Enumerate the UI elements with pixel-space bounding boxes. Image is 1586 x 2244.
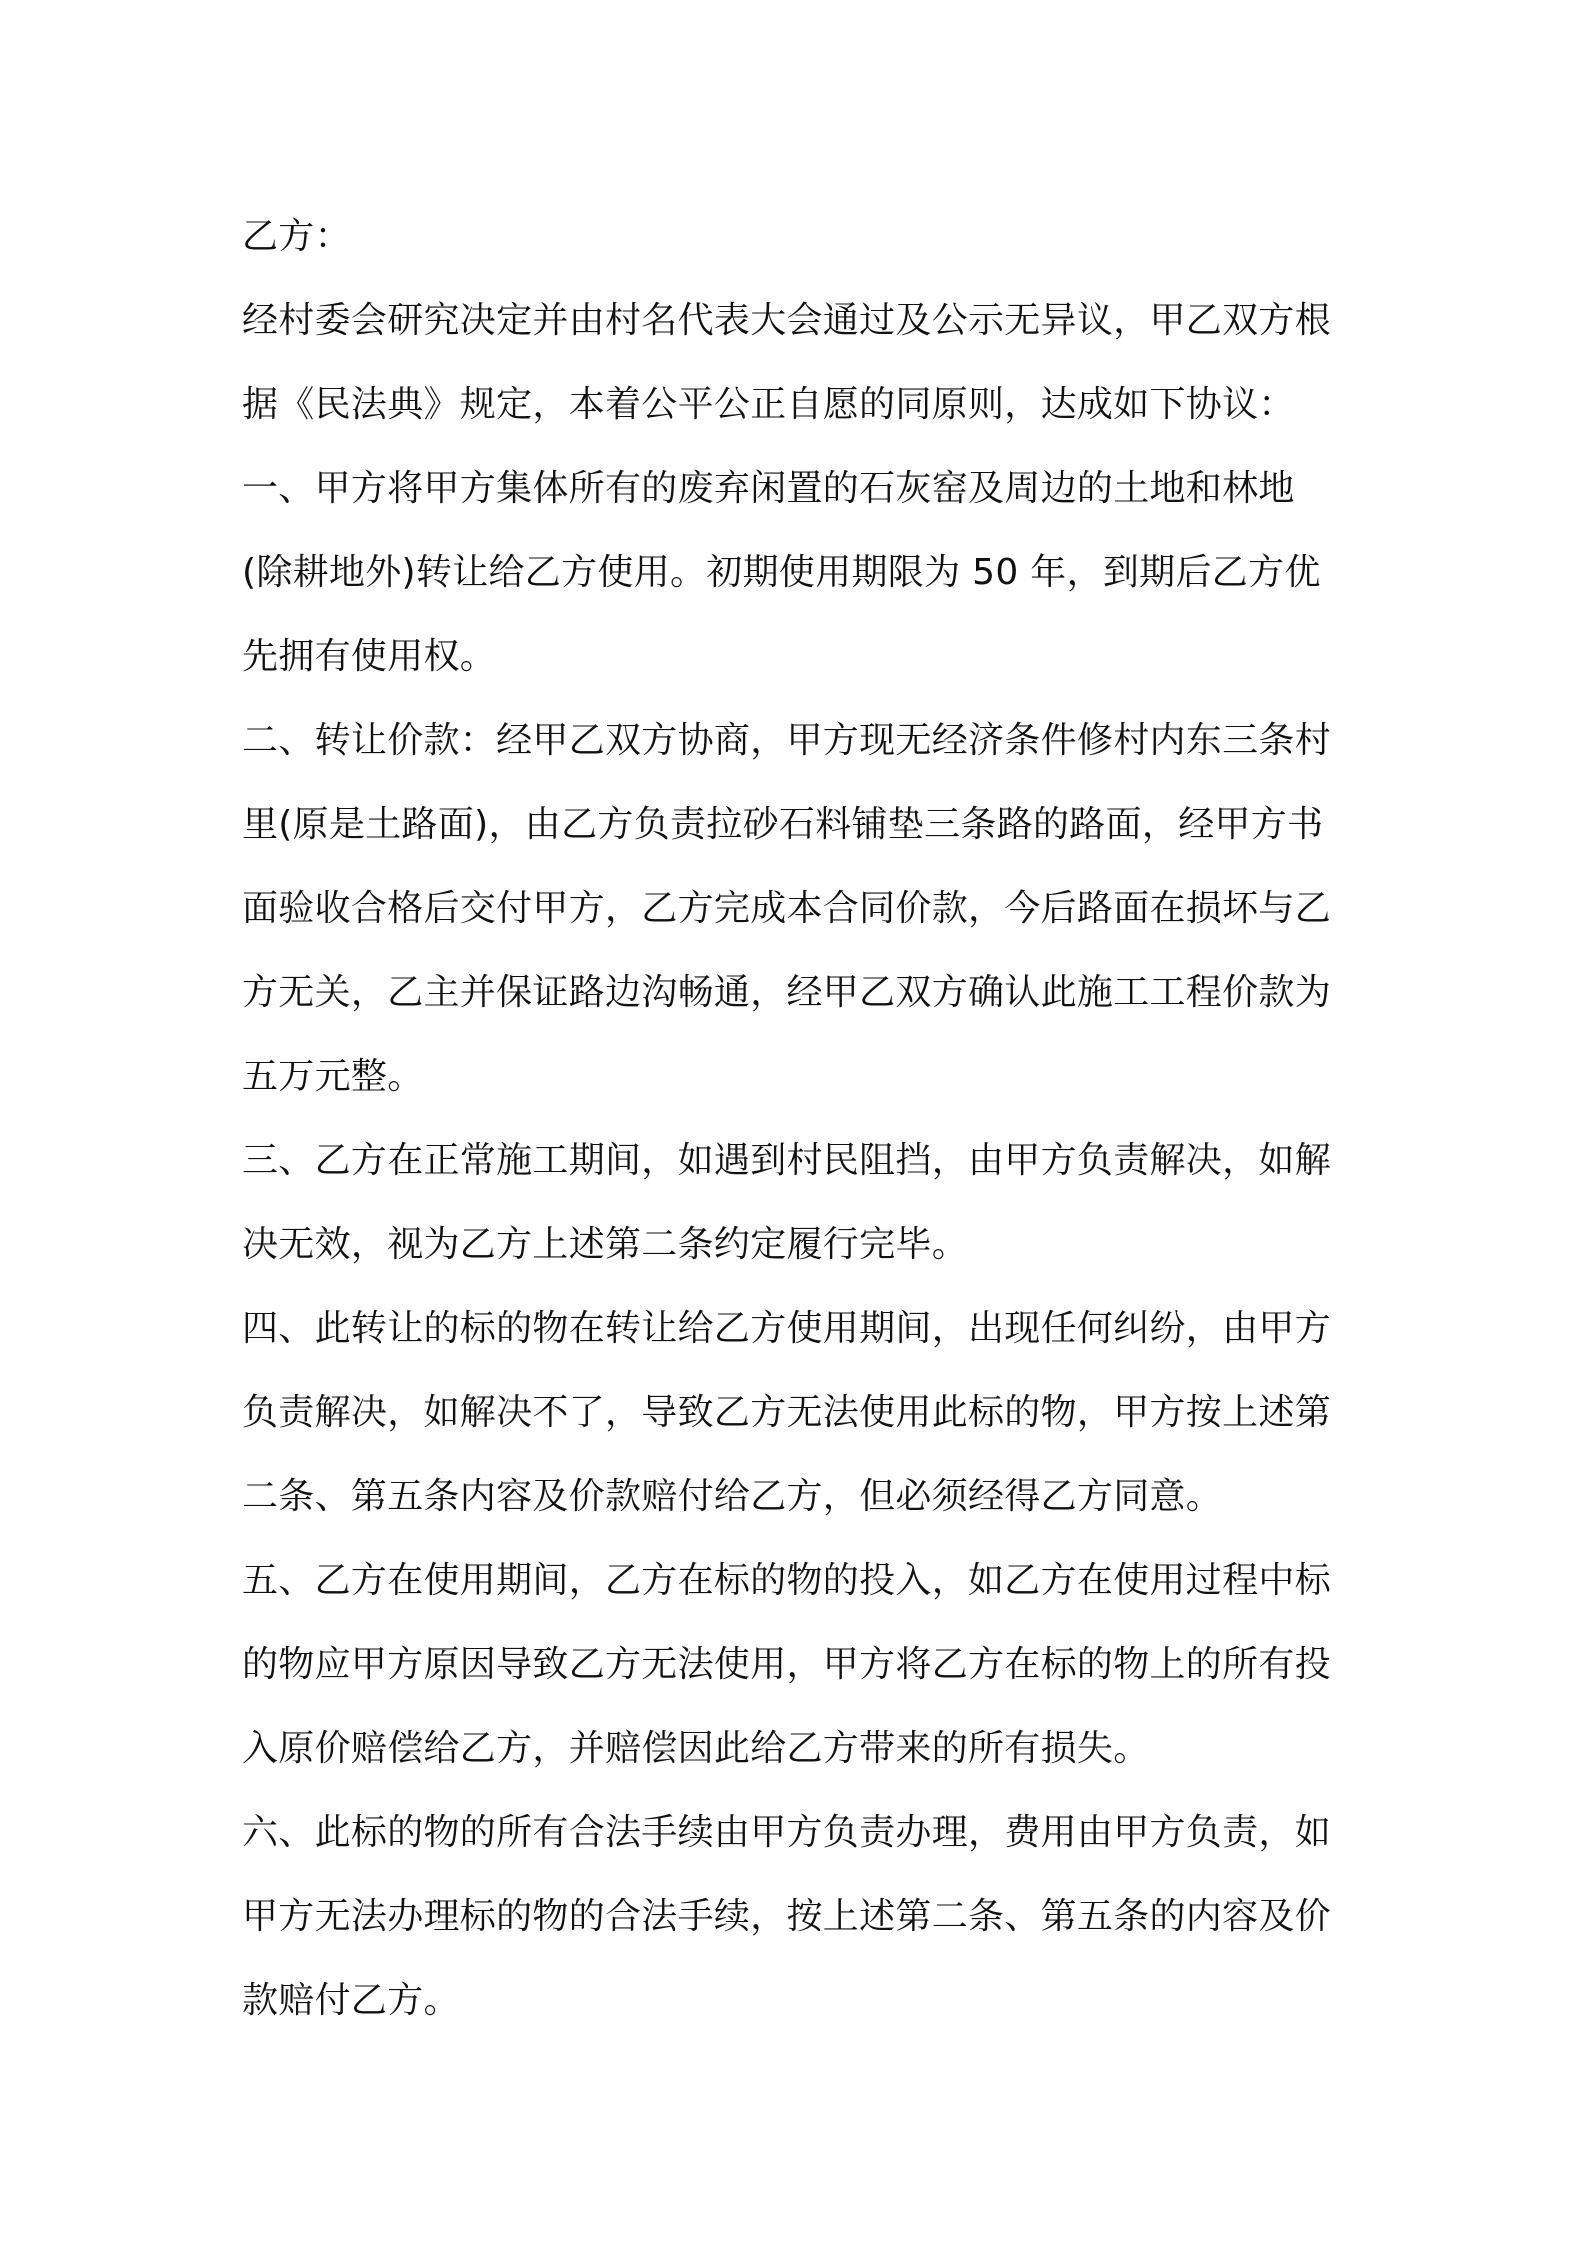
document-body bbox=[242, 195, 1362, 2043]
preamble-line-1: 经村委会研究决定并由村名代表大会通过及公示无异议，甲乙双方根 bbox=[242, 300, 1332, 341]
clause-5-line-1: 五、乙方在使用期间，乙方在标的物的投入，如乙方在使用过程中标 bbox=[242, 1560, 1332, 1601]
clause-4-line-1: 四、此转让的标的物在转让给乙方使用期间，出现任何纠纷，由甲方 bbox=[242, 1308, 1332, 1349]
clause-3-line-2: 决无效，视为乙方上述第二条约定履行完毕。 bbox=[242, 1224, 969, 1265]
clause-1-line-1: 一、甲方将甲方集体所有的废弃闲置的石灰窑及周边的土地和林地 bbox=[242, 468, 1295, 509]
clause-6-line-1: 六、此标的物的所有合法手续由甲方负责办理，费用由甲方负责，如 bbox=[242, 1812, 1332, 1853]
clause-4-line-3: 二条、第五条内容及价款赔付给乙方，但必须经得乙方同意。 bbox=[242, 1476, 1223, 1517]
clause-5-line-3: 入原价赔偿给乙方，并赔偿因此给乙方带来的所有损失。 bbox=[242, 1728, 1150, 1769]
clause-5-line-2: 的物应甲方原因导致乙方无法使用，甲方将乙方在标的物上的所有投 bbox=[242, 1644, 1332, 1685]
clause-4-line-2: 负责解决，如解决不了，导致乙方无法使用此标的物，甲方按上述第 bbox=[242, 1392, 1332, 1433]
clause-1-line-3: 先拥有使用权。 bbox=[242, 636, 497, 677]
clause-2-line-3: 面验收合格后交付甲方，乙方完成本合同价款，今后路面在损坏与乙 bbox=[242, 888, 1332, 929]
clause-2-line-4: 方无关，乙主并保证路边沟畅通，经甲乙双方确认此施工工程价款为 bbox=[242, 972, 1332, 1013]
clause-6-line-3: 款赔付乙方。 bbox=[242, 1980, 460, 2021]
party-b-label: 乙方： bbox=[242, 216, 351, 257]
clause-2-line-5: 五万元整。 bbox=[242, 1056, 424, 1097]
clause-2-line-2: 里(原是土路面)，由乙方负责拉砂石料铺垫三条路的路面，经甲方书 bbox=[242, 804, 1324, 845]
clause-6-line-2: 甲方无法办理标的物的合法手续，按上述第二条、第五条的内容及价 bbox=[242, 1896, 1332, 1937]
clause-3-line-1: 三、乙方在正常施工期间，如遇到村民阻挡，由甲方负责解决，如解 bbox=[242, 1140, 1332, 1181]
preamble-line-2: 据《民法典》规定，本着公平公正自愿的同原则，达成如下协议： bbox=[242, 384, 1295, 425]
clause-2-line-1: 二、转让价款：经甲乙双方协商，甲方现无经济条件修村内东三条村 bbox=[242, 720, 1332, 761]
clause-1-line-2: (除耕地外)转让给乙方使用。初期使用期限为 50 年，到期后乙方优 bbox=[242, 552, 1321, 593]
